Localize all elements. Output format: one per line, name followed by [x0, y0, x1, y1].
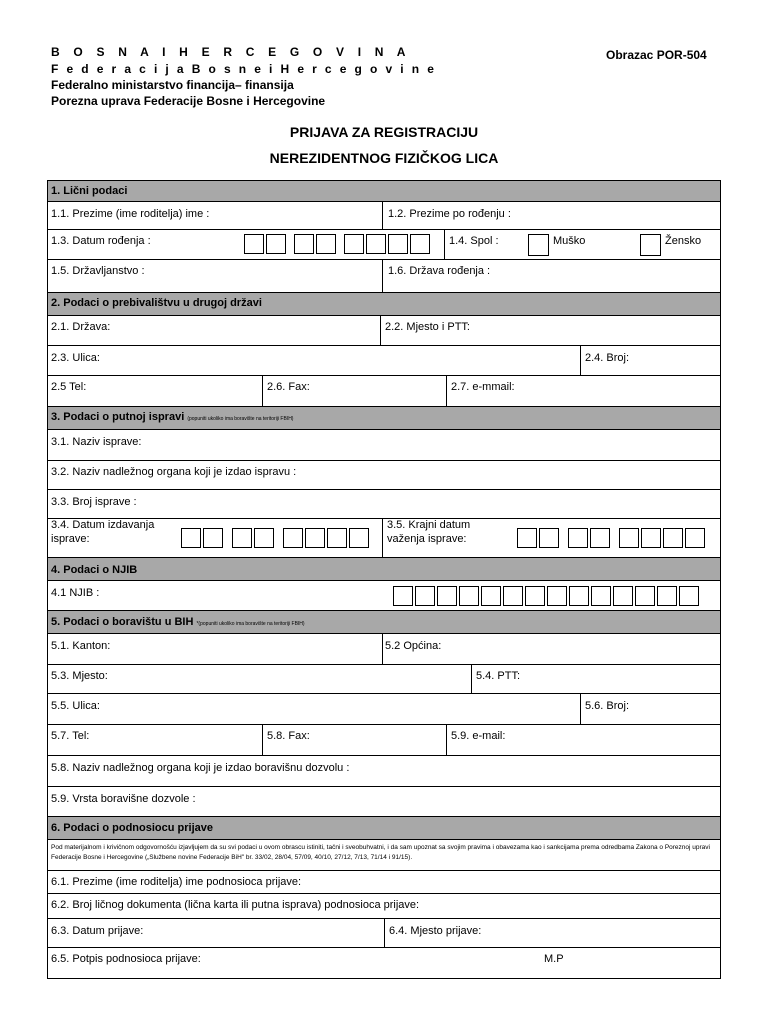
- label-place: 5.3. Mjesto:: [51, 670, 108, 682]
- label-phone: 2.5 Tel:: [51, 381, 87, 393]
- birth-date-digit-box[interactable]: [316, 234, 336, 254]
- label-street-bih: 5.5. Ulica:: [51, 700, 100, 712]
- label-country: 2.1. Država:: [51, 321, 111, 333]
- label-njib: 4.1 NJIB :: [51, 587, 100, 599]
- birth-date-digit-box[interactable]: [294, 234, 314, 254]
- label-issuing-authority: 3.2. Naziv nadležnog organa koji je izdao ispravu :: [51, 466, 297, 478]
- label-birth-country: 1.6. Država rođenja :: [388, 265, 491, 277]
- label-stamp: M.P: [544, 953, 564, 965]
- njib-digit-box[interactable]: [657, 586, 677, 606]
- label-email: 2.7. e-mmail:: [451, 381, 515, 393]
- issue-date-digit-box[interactable]: [203, 528, 223, 548]
- checkbox-male[interactable]: [528, 234, 549, 256]
- expiry-date-digit-box[interactable]: [517, 528, 537, 548]
- label-municipality: 5.2 Općina:: [385, 640, 442, 652]
- section-header-bar: [48, 181, 720, 201]
- label-expiry-date: 3.5. Krajni datum: [387, 519, 471, 531]
- label-birth-date: 1.3. Datum rođenja :: [51, 235, 151, 247]
- label-issue-date: 3.4. Datum izdavanja: [51, 519, 155, 531]
- label-permit-type: 5.9. Vrsta boravišne dozvole :: [51, 793, 196, 805]
- label-sex: 1.4. Spol :: [449, 235, 499, 247]
- njib-digit-box[interactable]: [569, 586, 589, 606]
- njib-digit-box[interactable]: [635, 586, 655, 606]
- issue-date-digit-box[interactable]: [181, 528, 201, 548]
- label-number-bih: 5.6. Broj:: [585, 700, 630, 712]
- label-male: Muško: [553, 235, 586, 247]
- expiry-date-digit-box[interactable]: [663, 528, 683, 548]
- section-5-header: [51, 616, 305, 631]
- expiry-date-digit-box[interactable]: [590, 528, 610, 548]
- issue-date-digit-box[interactable]: [254, 528, 274, 548]
- label-signature: 6.5. Potpis podnosioca prijave:: [51, 953, 201, 965]
- njib-digit-box[interactable]: [481, 586, 501, 606]
- label-email-bih: 5.9. e-mail:: [451, 730, 506, 742]
- birth-date-digit-box[interactable]: [244, 234, 264, 254]
- birth-date-digit-box[interactable]: [366, 234, 386, 254]
- section-header-bar: [48, 558, 720, 580]
- label-document-number: 3.3. Broj isprave :: [51, 496, 137, 508]
- label-street: 2.3. Ulica:: [51, 352, 100, 364]
- njib-digit-box[interactable]: [591, 586, 611, 606]
- njib-digit-box[interactable]: [503, 586, 523, 606]
- header-country: B O S N A I H E R C E G O V I N A: [51, 45, 411, 59]
- label-canton: 5.1. Kanton:: [51, 640, 111, 652]
- label-expiry-date-2: važenja isprave:: [387, 533, 467, 545]
- form-code: Obrazac POR-504: [606, 48, 707, 62]
- njib-digit-box[interactable]: [547, 586, 567, 606]
- label-female: Žensko: [665, 235, 702, 247]
- njib-digit-box[interactable]: [393, 586, 413, 606]
- issue-date-digit-box[interactable]: [305, 528, 325, 548]
- birth-date-digit-box[interactable]: [266, 234, 286, 254]
- section-1-header: 1. Lični podaci: [51, 185, 128, 197]
- label-postcode: 5.4. PTT:: [476, 670, 521, 682]
- form-title-line1: PRIJAVA ZA REGISTRACIJU: [289, 124, 479, 140]
- label-application-date: 6.3. Datum prijave:: [51, 925, 144, 937]
- birth-date-digit-box[interactable]: [344, 234, 364, 254]
- expiry-date-digit-box[interactable]: [619, 528, 639, 548]
- birth-date-digit-box[interactable]: [388, 234, 408, 254]
- njib-digit-box[interactable]: [679, 586, 699, 606]
- label-applicant-name: 6.1. Prezime (ime roditelja) ime podnosioca prijave:: [51, 876, 302, 888]
- expiry-date-digit-box[interactable]: [641, 528, 661, 548]
- label-number: 2.4. Broj:: [585, 352, 630, 364]
- header-federation: F e d e r a c i j a B o s n e i H e r c e g o v i n e: [51, 62, 437, 76]
- label-citizenship: 1.5. Državljanstvo :: [51, 265, 145, 277]
- label-fax-bih: 5.8. Fax:: [267, 730, 310, 742]
- section-3-header: [51, 411, 293, 426]
- header-ministry: Federalno ministarstvo financija– finansija: [51, 78, 294, 92]
- issue-date-digit-box[interactable]: [232, 528, 252, 548]
- label-city-postcode: 2.2. Mjesto i PTT:: [385, 321, 470, 333]
- issue-date-digit-box[interactable]: [349, 528, 369, 548]
- birth-date-digit-box[interactable]: [410, 234, 430, 254]
- checkbox-female[interactable]: [640, 234, 661, 256]
- label-permit-authority: 5.8. Naziv nadležnog organa koji je izdao boravišnu dozvolu :: [51, 762, 350, 774]
- expiry-date-digit-box[interactable]: [568, 528, 588, 548]
- label-surname-name: 1.1. Prezime (ime roditelja) ime :: [51, 208, 210, 220]
- section-5-title: 5. Podaci o boravištu u BIH: [51, 616, 194, 628]
- njib-digit-box[interactable]: [415, 586, 435, 606]
- declaration-text: Pod materijalnom i krivičnom odgovornošću izjavljujem da su svi podaci u ovom obrascu istiniti, tačni i sveobuhvatni, i da sam upoznat sa svojim pravima i obavezama kao i sankcijama prema odredbama Zakona o Poreznoj upravi Federacije Bosne i Hercegovine („Službene novine Federacije BiH" br. 33/02, 28/04, 57/09, 40/10, 27/12, 7/13, 71/14 i 91/15).: [51, 844, 710, 861]
- label-applicant-id: 6.2. Broj ličnog dokumenta (lična karta ili putna isprava) podnosioca prijave:: [51, 899, 420, 911]
- njib-digit-box[interactable]: [525, 586, 545, 606]
- header-tax-office: Porezna uprava Federacije Bosne i Hercegovine: [51, 94, 326, 108]
- section-4-header: 4. Podaci o NJIB: [51, 564, 138, 576]
- label-issue-date-2: isprave:: [51, 533, 90, 545]
- njib-digit-box[interactable]: [437, 586, 457, 606]
- section-3-title: 3. Podaci o putnoj ispravi: [51, 411, 185, 423]
- label-application-place: 6.4. Mjesto prijave:: [389, 925, 482, 937]
- section-6-header: 6. Podaci o podnosiocu prijave: [51, 822, 213, 834]
- label-document-name: 3.1. Naziv isprave:: [51, 436, 142, 448]
- expiry-date-digit-box[interactable]: [539, 528, 559, 548]
- issue-date-digit-box[interactable]: [283, 528, 303, 548]
- section-5-note: *(popuniti ukoliko ima boravište na teritoriji FBIH): [196, 621, 305, 627]
- expiry-date-digit-box[interactable]: [685, 528, 705, 548]
- njib-digit-box[interactable]: [459, 586, 479, 606]
- form-title-line2: NEREZIDENTNOG FIZIČKOG LICA: [269, 150, 499, 166]
- registration-form: [47, 180, 721, 979]
- njib-digit-box[interactable]: [613, 586, 633, 606]
- label-fax: 2.6. Fax:: [267, 381, 310, 393]
- section-2-header: 2. Podaci o prebivalištvu u drugoj državi: [51, 297, 262, 309]
- section-3-note: (popuniti ukoliko ima boravište na teritoriji FBIH): [187, 416, 294, 422]
- issue-date-digit-box[interactable]: [327, 528, 347, 548]
- label-phone-bih: 5.7. Tel:: [51, 730, 90, 742]
- label-birth-surname: 1.2. Prezime po rođenju :: [388, 208, 511, 220]
